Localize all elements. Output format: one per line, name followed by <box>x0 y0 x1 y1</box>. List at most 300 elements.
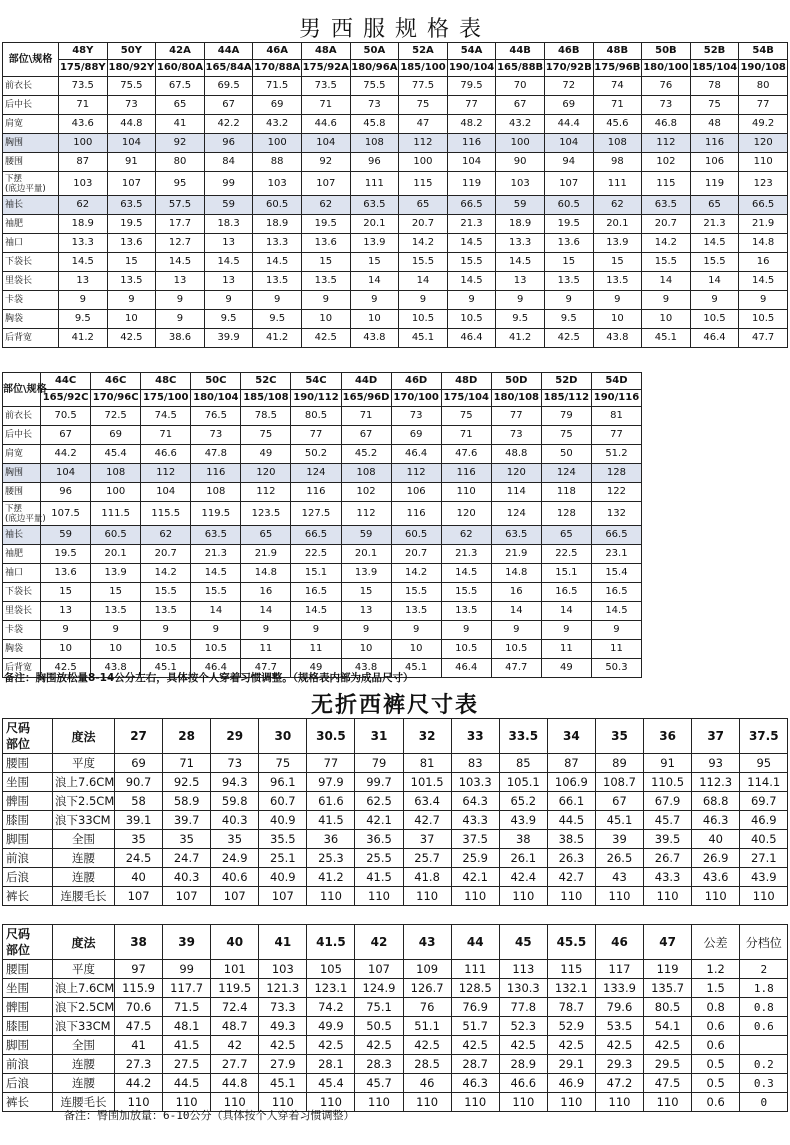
measurement-value: 75.5 <box>350 77 399 96</box>
measurement-label: 后中长 <box>3 426 41 445</box>
measurement-method: 全围 <box>53 1036 115 1055</box>
measurement-value: 10.5 <box>491 640 541 659</box>
measurement-value: 58 <box>115 792 163 811</box>
measurement-value: 71 <box>141 426 191 445</box>
measurement-value: 9 <box>141 621 191 640</box>
measurement-value: 15.5 <box>447 253 496 272</box>
measurement-value: 123 <box>739 172 788 196</box>
measurement-value: 9 <box>156 291 205 310</box>
measurement-value: 14.8 <box>241 564 291 583</box>
measurement-value: 59.8 <box>211 792 259 811</box>
measurement-row <box>3 640 642 659</box>
measurement-value: 21.3 <box>191 545 241 564</box>
measurement-value: 110 <box>595 887 643 906</box>
measurement-value: 70 <box>496 77 545 96</box>
measurement-value: 65 <box>156 96 205 115</box>
measurement-row <box>3 253 788 272</box>
measurement-value: 15 <box>301 253 350 272</box>
measurement-value: 9 <box>156 310 205 329</box>
measurement-value: 49 <box>291 659 341 678</box>
measurement-value: 69.7 <box>740 792 788 811</box>
measurement-value: 66.5 <box>447 196 496 215</box>
measurement-value: 110 <box>644 887 692 906</box>
measurement-value: 110.5 <box>644 773 692 792</box>
measurement-value: 108 <box>341 464 391 483</box>
measurement-value: 9 <box>690 291 739 310</box>
measurement-value: 46.6 <box>141 445 191 464</box>
measurement-value: 2 <box>740 960 788 979</box>
size-label: 尺码 <box>6 721 31 735</box>
measurement-value: 107 <box>107 172 156 196</box>
measurement-method: 平度 <box>53 754 115 773</box>
measurement-value: 63.4 <box>403 792 451 811</box>
measurement-value: 59 <box>496 196 545 215</box>
size-code: 50A <box>350 43 399 60</box>
measurement-value: 41 <box>115 1036 163 1055</box>
measurement-row <box>3 96 788 115</box>
measurement-value: 59 <box>204 196 253 215</box>
measurement-value: 103.3 <box>451 773 499 792</box>
measurement-value: 15 <box>350 253 399 272</box>
measurement-value: 0.8 <box>692 998 740 1017</box>
measurement-value: 79.6 <box>595 998 643 1017</box>
measurement-row <box>3 310 788 329</box>
measurement-value: 18.9 <box>496 215 545 234</box>
measurement-value: 73 <box>191 426 241 445</box>
measurement-value: 107 <box>211 887 259 906</box>
measurement-value: 14 <box>241 602 291 621</box>
measurement-label: 裤长 <box>3 1093 53 1112</box>
measurement-value: 62 <box>441 526 491 545</box>
measurement-value: 76 <box>642 77 691 96</box>
measurement-value: 65.2 <box>499 792 547 811</box>
measurement-value: 13 <box>204 234 253 253</box>
measurement-value: 16 <box>491 583 541 602</box>
measurement-value: 87 <box>59 153 108 172</box>
measurement-value: 116 <box>391 502 441 526</box>
measurement-value: 41.5 <box>355 868 403 887</box>
measurement-value: 123.1 <box>307 979 355 998</box>
size-code: 44A <box>204 43 253 60</box>
measurement-value: 117.7 <box>163 979 211 998</box>
trouser-size: 41 <box>259 925 307 960</box>
measurement-value: 14.5 <box>739 272 788 291</box>
measurement-value: 19.5 <box>301 215 350 234</box>
measurement-label: 下袋长 <box>3 253 59 272</box>
trouser-measurement-row <box>3 792 788 811</box>
body-size: 190/104 <box>447 60 496 77</box>
body-size: 165/88B <box>496 60 545 77</box>
measurement-value: 90 <box>496 153 545 172</box>
measurement-value: 42.5 <box>307 1036 355 1055</box>
measurement-value: 66.5 <box>591 526 641 545</box>
measurement-value: 40.3 <box>211 811 259 830</box>
measurement-row <box>3 329 788 348</box>
measurement-value: 47.7 <box>241 659 291 678</box>
measurement-row <box>3 153 788 172</box>
measurement-value: 40 <box>692 830 740 849</box>
measurement-value: 13 <box>496 272 545 291</box>
measurement-value: 26.7 <box>644 849 692 868</box>
measurement-value: 109 <box>403 960 451 979</box>
measurement-value: 99.7 <box>355 773 403 792</box>
size-code: 50B <box>642 43 691 60</box>
measurement-value: 47.7 <box>491 659 541 678</box>
size-code: 46A <box>253 43 302 60</box>
measurement-value: 50.2 <box>291 445 341 464</box>
measurement-value: 71 <box>301 96 350 115</box>
measurement-value: 115.9 <box>115 979 163 998</box>
measurement-value: 42.5 <box>403 1036 451 1055</box>
measurement-value: 9 <box>350 291 399 310</box>
measurement-value: 66.5 <box>291 526 341 545</box>
measurement-value: 13.6 <box>41 564 91 583</box>
measurement-value: 43 <box>595 868 643 887</box>
measurement-value: 9 <box>107 291 156 310</box>
measurement-value: 112 <box>399 134 448 153</box>
measurement-value: 48.7 <box>211 1017 259 1036</box>
measurement-value: 87 <box>547 754 595 773</box>
measurement-value: 45.1 <box>259 1074 307 1093</box>
body-size: 170/100 <box>391 390 441 407</box>
measurement-value: 13.5 <box>107 272 156 291</box>
measurement-value: 13.6 <box>107 234 156 253</box>
trouser-size: 44 <box>451 925 499 960</box>
measurement-value: 117 <box>595 960 643 979</box>
measurement-value: 43.2 <box>253 115 302 134</box>
measurement-value: 15.5 <box>391 583 441 602</box>
measurement-value: 13.3 <box>496 234 545 253</box>
measurement-row <box>3 545 642 564</box>
measurement-value: 15 <box>593 253 642 272</box>
measurement-value: 43.6 <box>692 868 740 887</box>
measurement-value: 45.1 <box>399 329 448 348</box>
trouser-size: 28 <box>163 719 211 754</box>
measurement-label: 袖肥 <box>3 545 41 564</box>
measurement-value: 65 <box>690 196 739 215</box>
measurement-value: 67.5 <box>156 77 205 96</box>
measurement-value: 9 <box>91 621 141 640</box>
measurement-value: 67 <box>341 426 391 445</box>
size-code: 54D <box>591 373 641 390</box>
measurement-value: 38.6 <box>156 329 205 348</box>
trouser-size: 37 <box>692 719 740 754</box>
measurement-value: 59 <box>41 526 91 545</box>
measurement-label: 前衣长 <box>3 407 41 426</box>
measurement-value: 65 <box>541 526 591 545</box>
measurement-value: 14.5 <box>204 253 253 272</box>
measurement-row <box>3 426 642 445</box>
measurement-value: 66.5 <box>739 196 788 215</box>
measurement-row <box>3 172 788 196</box>
measurement-value: 14 <box>491 602 541 621</box>
size-code: 52D <box>541 373 591 390</box>
measurement-value: 110 <box>307 887 355 906</box>
measurement-value: 29.5 <box>644 1055 692 1074</box>
measurement-value: 15.5 <box>399 253 448 272</box>
measurement-value: 63.5 <box>642 196 691 215</box>
measurement-value: 104 <box>544 134 593 153</box>
body-size: 185/108 <box>241 390 291 407</box>
measurement-value: 20.7 <box>391 545 441 564</box>
measurement-value: 10.5 <box>191 640 241 659</box>
size-code-row <box>3 373 642 390</box>
measurement-value: 110 <box>451 887 499 906</box>
measurement-value: 118 <box>541 483 591 502</box>
measurement-value: 14.5 <box>59 253 108 272</box>
measurement-value: 40.3 <box>163 868 211 887</box>
measurement-value: 50 <box>541 445 591 464</box>
measurement-value: 107.5 <box>41 502 91 526</box>
measurement-value: 47.6 <box>441 445 491 464</box>
measurement-value: 15.5 <box>191 583 241 602</box>
measurement-value: 13 <box>41 602 91 621</box>
measurement-value: 72 <box>544 77 593 96</box>
measurement-value: 18.9 <box>59 215 108 234</box>
measurement-value: 115 <box>399 172 448 196</box>
measurement-value: 110 <box>211 1093 259 1112</box>
measurement-value: 80.5 <box>644 998 692 1017</box>
measurement-value: 110 <box>355 887 403 906</box>
measurement-value: 9 <box>191 621 241 640</box>
measurement-value: 80 <box>739 77 788 96</box>
measurement-value: 24.9 <box>211 849 259 868</box>
measurement-value: 29.1 <box>547 1055 595 1074</box>
measurement-value: 10 <box>391 640 441 659</box>
measurement-value: 40.6 <box>211 868 259 887</box>
measurement-value: 46.8 <box>642 115 691 134</box>
measurement-value: 69.5 <box>204 77 253 96</box>
measurement-value: 74.5 <box>141 407 191 426</box>
measurement-value: 69 <box>115 754 163 773</box>
measurement-value: 120 <box>241 464 291 483</box>
measurement-value: 42.5 <box>451 1036 499 1055</box>
measurement-value: 25.5 <box>355 849 403 868</box>
measurement-row <box>3 483 642 502</box>
measurement-value: 54.1 <box>644 1017 692 1036</box>
measurement-value: 108.7 <box>595 773 643 792</box>
measurement-value: 42.5 <box>547 1036 595 1055</box>
measurement-value: 19.5 <box>544 215 593 234</box>
measurement-value: 115 <box>642 172 691 196</box>
body-size: 180/92Y <box>107 60 156 77</box>
measurement-value: 77 <box>739 96 788 115</box>
measurement-value: 16 <box>241 583 291 602</box>
measurement-value: 0.5 <box>692 1055 740 1074</box>
measurement-value: 14.5 <box>496 253 545 272</box>
measurement-value: 48.2 <box>447 115 496 134</box>
measurement-value: 35.5 <box>259 830 307 849</box>
measurement-value: 99 <box>163 960 211 979</box>
measurement-value: 102 <box>642 153 691 172</box>
measurement-value: 90.7 <box>115 773 163 792</box>
measurement-value: 70.6 <box>115 998 163 1017</box>
measurement-value: 40.9 <box>259 868 307 887</box>
measurement-value: 77 <box>447 96 496 115</box>
measurement-value: 14.5 <box>191 564 241 583</box>
measurement-value: 127.5 <box>291 502 341 526</box>
measurement-value: 108 <box>91 464 141 483</box>
measurement-value: 74.2 <box>307 998 355 1017</box>
measurement-value: 120 <box>739 134 788 153</box>
measurement-value: 42.5 <box>644 1036 692 1055</box>
measurement-value: 16.5 <box>591 583 641 602</box>
size-code: 48C <box>141 373 191 390</box>
trousers-size-chart-title: 无折西裤尺寸表 <box>310 693 479 718</box>
measurement-value: 13.5 <box>593 272 642 291</box>
measurement-value: 19.5 <box>107 215 156 234</box>
size-code: 54B <box>739 43 788 60</box>
measurement-value: 22.5 <box>541 545 591 564</box>
measurement-value: 9 <box>491 621 541 640</box>
measurement-value: 15 <box>41 583 91 602</box>
measurement-value: 20.7 <box>399 215 448 234</box>
measurement-value: 19.5 <box>41 545 91 564</box>
measurement-value: 104 <box>447 153 496 172</box>
measurement-value: 76.5 <box>191 407 241 426</box>
measurement-value: 101.5 <box>403 773 451 792</box>
measurement-label: 胸袋 <box>3 310 59 329</box>
measurement-value: 110 <box>441 483 491 502</box>
measurement-value: 40 <box>115 868 163 887</box>
measurement-value: 75 <box>690 96 739 115</box>
measurement-label: 胸袋 <box>3 640 41 659</box>
trouser-size: 40 <box>211 925 259 960</box>
body-size: 175/96B <box>593 60 642 77</box>
measurement-value: 111 <box>451 960 499 979</box>
measurement-value: 46.4 <box>391 445 441 464</box>
measurement-value: 9 <box>41 621 91 640</box>
measurement-row <box>3 234 788 253</box>
measurement-value: 44.4 <box>544 115 593 134</box>
measurement-row <box>3 115 788 134</box>
measurement-value: 89 <box>595 754 643 773</box>
measurement-value: 36.5 <box>355 830 403 849</box>
measurement-value: 27.5 <box>163 1055 211 1074</box>
measurement-value: 13.9 <box>593 234 642 253</box>
measurement-value: 9 <box>739 291 788 310</box>
trouser-size: 35 <box>595 719 643 754</box>
measurement-value: 126.7 <box>403 979 451 998</box>
measurement-value: 14.5 <box>291 602 341 621</box>
measurement-value: 13.9 <box>350 234 399 253</box>
measurement-value: 67 <box>204 96 253 115</box>
measurement-value: 58.9 <box>163 792 211 811</box>
trousers-size-table-1 <box>2 718 788 906</box>
body-size: 180/104 <box>191 390 241 407</box>
measurement-value: 46 <box>403 1074 451 1093</box>
measurement-value: 20.7 <box>642 215 691 234</box>
measurement-value: 18.3 <box>204 215 253 234</box>
measurement-label: 肩宽 <box>3 115 59 134</box>
measurement-value: 13 <box>204 272 253 291</box>
body-size: 175/104 <box>441 390 491 407</box>
measurement-value: 24.5 <box>115 849 163 868</box>
measurement-value: 0.6 <box>740 1017 788 1036</box>
measurement-value: 11 <box>291 640 341 659</box>
trouser-measurement-row <box>3 773 788 792</box>
measurement-value: 47.5 <box>644 1074 692 1093</box>
measurement-value: 110 <box>259 1093 307 1112</box>
measurement-value: 50.5 <box>355 1017 403 1036</box>
measurement-label: 袖长 <box>3 196 59 215</box>
measurement-value: 10 <box>41 640 91 659</box>
measurement-value: 10.5 <box>141 640 191 659</box>
measurement-method: 浪下2.5CM <box>53 792 115 811</box>
measurement-value: 38.5 <box>547 830 595 849</box>
measurement-label: 袖口 <box>3 564 41 583</box>
measurement-value: 49.9 <box>307 1017 355 1036</box>
measurement-value: 35 <box>163 830 211 849</box>
measurement-value: 62 <box>593 196 642 215</box>
measurement-value: 46.9 <box>740 811 788 830</box>
trouser-measurement-row <box>3 998 788 1017</box>
measurement-value: 13.5 <box>141 602 191 621</box>
measurement-value: 108 <box>191 483 241 502</box>
measurement-row <box>3 134 788 153</box>
measurement-value: 28.5 <box>403 1055 451 1074</box>
measurement-value: 103 <box>59 172 108 196</box>
measurement-label: 脚围 <box>3 830 53 849</box>
measurement-value: 0.5 <box>692 1074 740 1093</box>
size-code: 48D <box>441 373 491 390</box>
measurement-value: 73.3 <box>259 998 307 1017</box>
measurement-label: 髀围 <box>3 998 53 1017</box>
measurement-value: 116 <box>690 134 739 153</box>
measurement-value: 9 <box>591 621 641 640</box>
measurement-value: 9 <box>447 291 496 310</box>
measurement-label: 腰围 <box>3 754 53 773</box>
measurement-value: 76 <box>403 998 451 1017</box>
measurement-value: 14.5 <box>591 602 641 621</box>
measurement-label: 胸围 <box>3 134 59 153</box>
measurement-value: 116 <box>291 483 341 502</box>
measurement-value: 62.5 <box>355 792 403 811</box>
measurement-value: 48 <box>690 115 739 134</box>
measurement-value: 112 <box>241 483 291 502</box>
measurement-value: 84 <box>204 153 253 172</box>
measurement-value: 10.5 <box>739 310 788 329</box>
measurement-value: 41.2 <box>59 329 108 348</box>
measurement-value: 42.5 <box>355 1036 403 1055</box>
measurement-value: 25.1 <box>259 849 307 868</box>
measurement-value: 20.1 <box>593 215 642 234</box>
measurement-value: 25.3 <box>307 849 355 868</box>
measurement-value: 13.6 <box>301 234 350 253</box>
measurement-value: 26.9 <box>692 849 740 868</box>
measurement-value: 42.2 <box>204 115 253 134</box>
measurement-value: 14 <box>690 272 739 291</box>
measurement-label: 后中长 <box>3 96 59 115</box>
measurement-value: 62 <box>141 526 191 545</box>
measurement-value: 0.6 <box>692 1036 740 1055</box>
measurement-method: 浪下33CM <box>53 1017 115 1036</box>
measurement-value: 47.2 <box>595 1074 643 1093</box>
measurement-label: 膝围 <box>3 1017 53 1036</box>
measurement-value: 27.3 <box>115 1055 163 1074</box>
measurement-value <box>740 1036 788 1055</box>
measurement-value: 69 <box>544 96 593 115</box>
measurement-value: 113 <box>499 960 547 979</box>
measurement-value: 74 <box>593 77 642 96</box>
measurement-value: 63.5 <box>191 526 241 545</box>
measurement-value: 110 <box>547 1093 595 1112</box>
measurement-value: 112.3 <box>692 773 740 792</box>
measurement-value: 44.8 <box>107 115 156 134</box>
size-code: 50Y <box>107 43 156 60</box>
measurement-value: 47.5 <box>115 1017 163 1036</box>
measurement-value: 14.2 <box>141 564 191 583</box>
